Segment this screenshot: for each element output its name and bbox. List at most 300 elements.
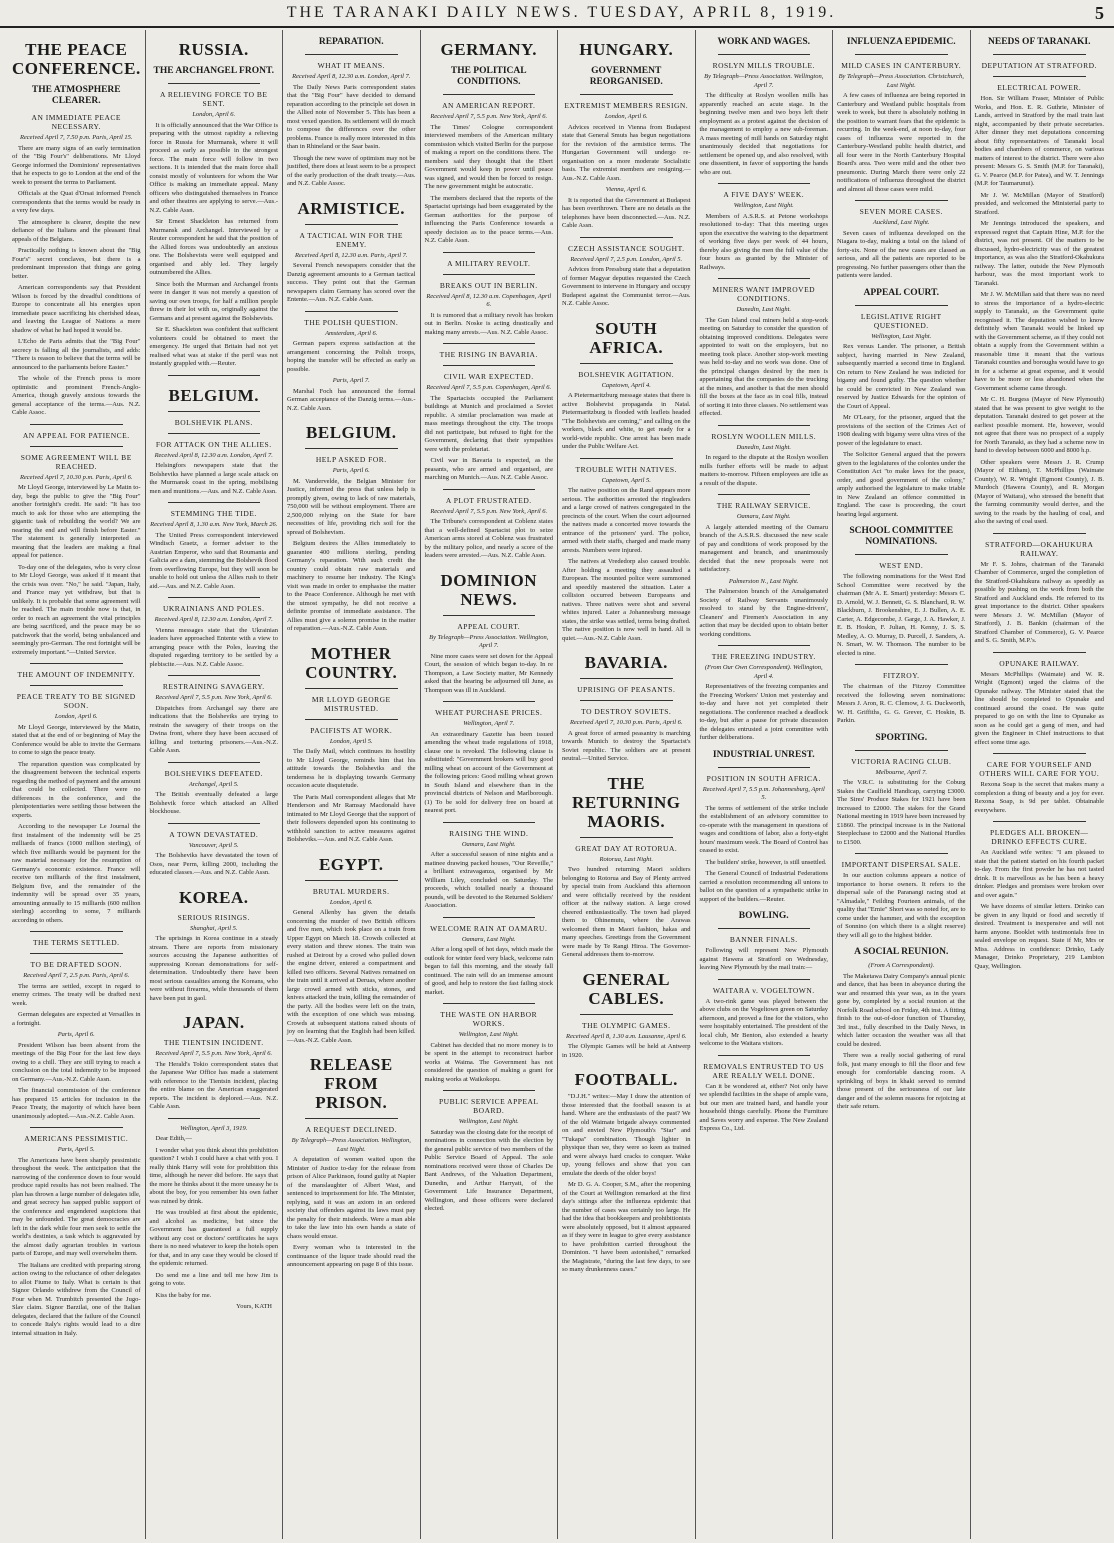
column-rule <box>443 917 536 918</box>
column-rule <box>993 533 1087 534</box>
paragraph: The members declared that the reports of the Spartacist uprisings had been exaggerated by the German authorities for the purpose of influencing the Paris Conference towards a speedy decision as to the peace terms.—Aus. N.Z. Cable Assn. <box>424 194 553 244</box>
paragraph: It is rumored that a military revolt has broken out in Berlin. Noske is acting drastically and making many arrests.—Aus. N.Z. Cable Assoc. <box>424 311 553 336</box>
subheading: THE POLISH QUESTION. <box>304 317 399 327</box>
paragraph: A two-rink game was played between the above clubs on the Vogeltown green on Saturday afternoon, and proved a fine for the visitors, who were hospitably entertained. The president of the local club, Mr Benton, also extended a hearty welcome to the Waitara visitors. <box>699 997 828 1047</box>
column-rule <box>580 837 673 838</box>
column-rule <box>443 94 536 95</box>
subheading: ROSLYN WOOLLEN MILLS. <box>711 431 817 441</box>
paragraph: Marshal Foch has announced the formal German acceptance of the Danzig terms.—Aus.-N.Z. Cable Assn. <box>287 387 416 412</box>
subheading: FOR ATTACK ON THE ALLIES. <box>155 439 272 449</box>
column-rule <box>305 311 398 312</box>
paragraph: The terms are settled, except in regard to enemy crimes. The treaty will be drafted next week. <box>12 982 141 1007</box>
subheading: CARE FOR YOURSELF AND OTHERS WILL CARE FOR YOU. <box>979 760 1100 778</box>
paragraph: Cabinet has decided that no more money is to be spent in the attempt to reconstruct harbor works at Waima. The Government has not considered the question of making a grant for making works at Waikokopu. <box>424 1041 553 1083</box>
paragraph: The builders' strike, however, is still unsettled. <box>705 858 827 866</box>
paragraph: The Spartacists occupied the Parliament buildings at Munich and proclaimed a Soviet republic. A similar proclamation was made at mass meetings throughout the city. The troops did not participate, but refused to fight for the Government, declaring that their sympathies were with the proletariat. <box>424 394 553 453</box>
subheading: PLEDGES ALL BROKEN—DRINKO EFFECTS CURE. <box>990 828 1089 846</box>
column-rule <box>30 953 123 954</box>
column-rule <box>305 1118 398 1119</box>
subheading: DEPUTATION AT STRATFORD. <box>981 61 1097 70</box>
dateline: Shanghai, April 5. <box>189 924 238 932</box>
dateline: Received April 7, 5.5 p.m. Copenhagen, April 6. <box>426 384 552 391</box>
paragraph: The native position on the Rand appears more serious. The authorities arrested the ringleaders and a large crowd of natives congregated in the precincts of the court. When the court adjourned the natives made a concerted move towards the entrance of the prisoners' yard. The police, armed with their staffs, charged and made many arrests. Numbers were injured. <box>562 487 691 554</box>
section-heading: A SOCIAL REUNION. <box>854 947 949 957</box>
dateline: Received April 7, 5.5 p.m. New York, April 6. <box>430 507 548 515</box>
subheading: BRUTAL MURDERS. <box>312 886 390 896</box>
subheading: WHAT IT MEANS. <box>317 61 385 70</box>
paragraph: Officials at the Quai d'Orsai informed French correspondents that the terms would be ready in a very few days. <box>12 190 141 214</box>
subheading: UKRAINIANS AND POLES. <box>162 604 265 613</box>
paragraph: The whole of the French press is more optimistic and prominent French-Anglo-America, though gravely anxious towards the general acceptance of the terms.—Aus. N.Z. Cable Assoc. <box>12 375 141 416</box>
subheading: PACIFISTS AT WORK. <box>310 725 393 735</box>
column-rule <box>30 446 123 447</box>
paragraph: Two hundred returning Maori soldiers belonging to Rotorua and Bay of Plenty arrived by special train from Auckland this afternoon and were officially received by the resident officer at the railway station. A large crowd cheered enthusiastically. The town had played them to Ohinemutu, where the Arawas welcomed them in Maori fashion, hakas and many speeches. Greetings from the Government were made by Te Rangi Hiroa. The Governor-General addresses them to-morrow. <box>562 866 691 958</box>
paragraph: Mr O'Leary, for the prisoner, argued that the provisions of the section of the Crimes Act of 1908 dealing with bigamy were ultra vires of the power of the legislature to enact. <box>837 414 966 447</box>
paragraph: The reparation question was complicated by the disagreement between the technical experts regarding the method of payment and the amount that could be collected. There were no differences in the conference, and the plenipotentiaries were settling those between the experts. <box>12 760 141 819</box>
dateline: Received April 8, 12.30 a.m. London, April 7. <box>154 616 273 623</box>
paragraph: The Italians are credited with preparing strong action owing to the reluctance of other delegates to allot Fiume to Italy. What is certain is that Signor Orlando withdrew from the Council of Four when M. Trumbitch presented the Jugo-Slav claim. Signor Barzilai, one of the Italian delegates, declared that the failure of the Council to concede Italy's rights would lead to a dire internal situation in Italy. <box>12 1261 141 1337</box>
paragraph: Several French newspapers consider that the Danzig agreement amounts to a German tactical success. They point out that the German newspapers claim Germany has scored over the Entente.—Aus. N.Z. Cable Assn. <box>287 262 416 303</box>
paragraph: He was troubled at first about the epidemic, and alcohol as medicine, but since the Government has guaranteed a full supply without any cost or doctors' certificates he says there is no need whatever to keep the hotels open for that, and in any case they would be closed if the epidemic returned. <box>149 1209 278 1267</box>
paragraph: Mr C. H. Burgess (Mayor of New Plymouth) stated that he was present to give weight to the deputation. Taranaki desired to get power at the earliest possible moment. He, however, would not agree that there was no prospect of a supply for North Taranaki, as they had a scheme now in hand to develop between 6000 and 8000 h.p. <box>974 396 1104 454</box>
dateline: Received April 8, 12.30 a.m. Copenhagen, April 6. <box>426 292 552 308</box>
paragraph: The Olympic Games will be held at Antwerp in 1920. <box>562 1043 691 1059</box>
column-rule <box>580 363 673 364</box>
paragraph: An Auckland wife writes: "I am pleased to state that the patient started on his fourth packet to-day. From the first powder he has not tasted drink. It is marvellous as he has been a heavy drinker. Pledges and promises were broken over and over again." <box>974 849 1104 899</box>
dateline: Auckland, Last Night. <box>872 219 930 226</box>
subheading: STEMMING THE TIDE. <box>170 509 257 518</box>
headline: ARMISTICE. <box>297 198 405 218</box>
paragraph: Belgium desires the Allies immediately to guarantee 400 millions sterling, pending Germany's reparation. With such credit the country could obtain raw materials and machinery to resume her industry. The King's visit was made in order to emphasise the matter to the Peace Conference. Although he met with the utmost sympathy, he did not receive a definite promise of immediate assistance. The Allies must give a solemn promise in the matter of reparation.—Aus.-N.Z. Cable Assn. <box>287 540 416 632</box>
column-6 <box>696 30 834 1539</box>
dateline: Received April 8, 12.30 a.m. London, April 7. <box>154 451 273 459</box>
column-rule <box>168 83 261 84</box>
paragraph: L'Echo de Paris admits that the "Big Four" secrecy is falling all the journalists, and adds: "There is reason to believe that the terms will be announced to the parliaments before Easter." <box>12 338 141 371</box>
subheading: WHEAT PURCHASE PRICES. <box>435 708 543 717</box>
dateline: Received April 7, 2.5 p.m. London, April 5. <box>570 255 683 263</box>
dateline: Palmerston N., Last Night. <box>728 577 799 585</box>
column-rule <box>30 931 123 932</box>
paragraph: After a successful season of nine nights and a matinee drawing packed houses, "Our Reveille," a brilliant extravaganza, organised by Mr William Liley, concluded on Saturday. The proceeds, which totalled nearly a thousand pounds, will be devoted to the Returned Soldiers' Association. <box>424 851 553 909</box>
subheading: BREAKS OUT IN BERLIN. <box>439 280 538 290</box>
paragraph: President Wilson has been absent from the meetings of the Big Four for the last few days owing to a chill. They are still trying to reach a conclusion on the total indemnity to be imposed on Germany.—Aus.-N.Z. Cable Assn. <box>12 1041 141 1083</box>
paragraph: The Daily News Paris correspondent states that the "Big Four" have decided to demand reparation according to the principle set down in the Allied note of November 5. This has been a most vexed question. Its settlement will do much to compose the differences over the other problems. France is really more interested in this than in Rhineland or the Saar basin. <box>287 83 416 150</box>
column-7 <box>833 30 971 1539</box>
paragraph: Mr J. W. McMillan said that there was no need to stress the importance of a hydro-electric supply to Taranaki, as the Government quite recognised it. The deputation wished to know definitely when Taranaki would be linked up with the Government scheme, as if they could not obtain a supply from the Government within a reasonable time it meant that the various Taranaki counties and boroughs would have to go in for a scheme at great expense, and it would have to be more or less abandoned when the Government scheme came through. <box>974 291 1104 392</box>
subheading: A PLOT FRUSTRATED. <box>445 495 532 505</box>
paragraph: Kiss the baby for me. <box>155 1291 212 1299</box>
dateline: Paris, April 6. <box>57 1031 95 1038</box>
subheading: POSITION IN SOUTH AFRICA. <box>706 773 821 783</box>
paragraph: After a long spell of hot days, which made the outlook for winter feed very black, welcome rain began to fall this morning, and the steady fall continued. The rain will do an immense amount of good, and help to restore the fast failing stock market. <box>424 946 553 996</box>
subheading: A TACTICAL WIN FOR THE ENEMY. <box>299 230 403 249</box>
subheading: THE FREEZING INDUSTRY. <box>711 652 816 661</box>
page-number: 5 <box>1095 2 1104 23</box>
paragraph: The terms of settlement of the strike include the establishment of an advisory committee to co-operate with the management in questions of wages and conditions of labor, also a forty-eight hours' maximum week. The Board of Control has ceased to exist. <box>699 804 829 854</box>
subheading: MINERS WANT IMPROVED CONDITIONS. <box>712 285 816 303</box>
column-rule <box>855 664 948 665</box>
subheading: BOLSHEVIK AGITATION. <box>578 369 675 379</box>
column-rule <box>580 678 673 679</box>
column-rule <box>855 750 948 751</box>
dateline: Paris, April 7. <box>332 377 370 384</box>
paragraph: In regard to the dispute at the Roslyn woollen mills further efforts will be made to adjust matters to-morrow. Fifteen employees are idle as a result of the dispute. <box>699 454 828 487</box>
subheading: IMPORTANT DISPERSAL SALE. <box>841 860 961 869</box>
dateline: By Telegraph—Press Association. Wellington, April 7. <box>429 633 549 649</box>
headline: GENERAL CABLES. <box>582 969 671 1008</box>
column-rule <box>30 685 123 686</box>
subheading: GREAT DAY AT ROTORUA. <box>575 843 678 853</box>
section-heading: NEEDS OF TARANAKI. <box>988 37 1091 47</box>
subheading: A TOWN DEVASTATED. <box>169 829 259 839</box>
paragraph: Saturday was the closing date for the receipt of nominations in connection with the election by the general public service of two members of the Public Service Board of Appeal. The sole nominations received were those of Charles De Bant Andrews, of the Valuation Department, Dunedin, and Arthur Harryatt, of the Government Life Insurance Department, Wellington, and those officers were declared elected. <box>424 1128 553 1212</box>
column-rule <box>718 767 811 768</box>
column-rule <box>443 343 536 344</box>
subheading: ROSLYN MILLS TROUBLE. <box>712 61 815 70</box>
paragraph: The financial commission of the conference has prepared 15 articles for inclusion in the Peace Treaty, the majority of which have been unanimously adopted.—Aus.-N.Z. Cable Assn. <box>12 1087 141 1120</box>
dateline: (From Our Own Correspondent). Wellington, April 4. <box>704 664 823 680</box>
column-rule <box>993 54 1087 55</box>
column-rule <box>443 489 536 490</box>
dateline: Oamaru, Last Night. <box>736 513 791 520</box>
subheading: HELP ASKED FOR. <box>315 455 387 464</box>
paragraph: The Gun Island coal miners held a stop-work meeting on Saturday to consider the question of obtaining improved conditions. Delegates were appointed to wait on the employers, but no meeting took place. Another stop-work meeting was held to-day and no work was done. One of the principal changes desired by the men is appertaining that the companies do the trucking at the mines, and another is that the men should fill the boxes at the face as in coal fills, instead of sorting it into three classes. No settlement was effected. <box>699 316 828 417</box>
dateline: Received April 7, 10.30 p.m. Paris, April 6. <box>569 719 683 726</box>
section-heading: APPEAL COURT. <box>863 287 939 298</box>
column-rule <box>855 853 948 854</box>
paragraph: A largely attended meeting of the Oamaru branch of the A.S.R.S. discussed the new scale of pay and conditions of work proposed by the management and branch, and unanimously decided that the new proposals were not satisfactory. <box>699 523 828 573</box>
column-rule <box>443 1003 536 1004</box>
headline: JAPAN. <box>182 1013 245 1032</box>
headline: BELGIUM. <box>168 385 259 405</box>
paragraph: The General Council of Industrial Federations carried a resolution recommending all unions to ballot on the question of a sympathetic strike in support of the builders.—Reuter. <box>699 870 828 903</box>
paragraph: The Paris Mail correspondent alleges that Mr Henderson and Mr Ramsay Macdonald have intimated to Mr Lloyd George that the support of their followers depended upon his continuing to withhold sanction to active measures against Bolsheviks.—Aus. and N.Z. Cable Assn. <box>287 793 416 843</box>
dateline: Wellington, Last Night. <box>733 202 794 209</box>
subheading: MR LLOYD GEORGE MISTRUSTED. <box>311 694 391 713</box>
subheading: SERIOUS RISINGS. <box>177 912 250 922</box>
paragraph: Since both the Murman and Archangel fronts were in danger it was not merely a question of saving our own troops, for half a million people threw in their lot with us, originally against the Germans and at present against the Bolshevists. <box>149 280 278 322</box>
subheading: STRATFORD—OKAHUKURA RAILWAY. <box>985 539 1094 558</box>
subheading: THE TERMS SETTLED. <box>32 938 120 947</box>
paragraph: It is officially announced that the War Office is preparing with the utmost rapidity a relieving force in Russia for Murmansk, where it will proceed as early as possible in the strongest force. The main force will follow in two sections. It is intended that the main force shall consist mostly of volunteers for whom the War Office is making an immediate appeal. Many officers who distinguished themselves in France and other theatres are applying to serve.—Aus.-N.Z. Cable Assn. <box>149 121 278 214</box>
column-rule <box>855 54 948 55</box>
dateline: Amsterdam, April 6. <box>325 329 378 337</box>
subheading: AMERICANS PESSIMISTIC. <box>24 1134 129 1143</box>
paragraph: Mr Lloyd George, interviewed by the Matin, stated that at the end of or beginning of May the Conference would be able to invite the Germans to come to sign the peace treaty. <box>12 723 141 756</box>
column-rule <box>718 494 811 495</box>
subheading: VICTORIA RACING CLUB. <box>851 756 952 766</box>
paragraph: Mr J. W. McMillan (Mayor of Stratford) presided, and welcomed the Ministerial party to Stratford. <box>974 191 1104 216</box>
paragraph: Mr F. S. Johns, chairman of the Taranaki Chamber of Commerce, urged the completion of the Stratford-Okahukura railway as speedily as possible by pushing on the work from both the Stratford and Auckland ends. He referred to its great importance to the district. Other speakers were Messrs J. W. McMillan (Mayor of Stratford), J. B. Bankin (chairman of the Stratford Chamber of Commerce), G. V. Pearce and S. G. Smith, M.P.'s. <box>974 560 1104 644</box>
column-rule <box>718 425 811 426</box>
paragraph: Representatives of the freezing companies and the Freezing Workers' Union met yesterday and to-day and have not yet completed their negotiations. The conference reached a deadlock to-day, but after a pause for private discussion the delegates entrusted a joint committee with further deliberations. <box>699 683 828 741</box>
paragraph: Hon. Sir William Fraser, Minister of Public Works, and Hon. E. R. Guthrie, Minister of Lands, arrived in Stratford by the mail train last night, accompanied by their private secretaries. After dinner they met deputations concerning about fifty representatives of Taranaki local bodies and chambers of commerce, on various matters of interest to the district. There were also present: Messrs G. S. Smith (M.P. for Taranaki), G. V. Pearce (M.P. for Patea), and W. T. Jennings (M.P. for Taumarunui). <box>974 95 1104 187</box>
column-rule <box>580 700 673 701</box>
column-rule <box>305 224 398 225</box>
paragraph: Advices from Pressburg state that a deputation of former Magyar deputies requested the Czech Government to intervene in Hungary and occupy Budapest against the Communist terror.—Aus. N.Z. Cable Assoc. <box>562 266 691 307</box>
column-rule <box>580 458 673 459</box>
section-heading: BOWLING. <box>738 911 789 921</box>
subheading: WELCOME RAIN AT OAMARU. <box>430 923 548 933</box>
paragraph: Dear Edith,— <box>155 1135 192 1142</box>
dateline: Received April 8, 12.30 a.m. Paris, April 7. <box>294 251 408 259</box>
paragraph: It is reported that the Government at Budapest has been overthrown. There are no details as the telephones have been disconnected.—Aus. N.Z. Cable Assn. <box>562 196 691 229</box>
paragraph: The uprisings in Korea continue in a steady stream. There are reports from missionary sources accusing the Japanese authorities of suppressing Korean demonstrations for self-determination. Undoubtedly there have been most serious casualties among the Koreans, who were without firearms, while thousands of them have been put in gaol. <box>149 935 278 1002</box>
column-rule <box>168 375 261 376</box>
column-rule <box>855 200 948 201</box>
paragraph: General Allenby has given the details concerning the murder of two British officers and five men, which took place on a train from Upper Egypt on March 18. Crowds collected at every station and threw stones. The train was rushed at Deirout by a crowd who pulled down the engine driver, entered a compartment and killed two officers. Several Natives remained on the train until it arrived at Deruas, where another large crowd armed with sticks, stones, and knives attacked the train, killing the remainder of the party. All the bodies were left on the train, with the exception of one which was missing. Crowds at subsequent stations raised shouts of joy on learning that the English had been killed.—Aus.-N.Z. Cable Assn. <box>287 909 416 1044</box>
section-heading: INFLUENZA EPIDEMIC. <box>846 37 956 47</box>
subheading: THE WASTE ON HARBOR WORKS. <box>440 1010 538 1028</box>
subheading: PEACE TREATY TO BE SIGNED SOON. <box>16 692 136 710</box>
subheading: CZECH ASSISTANCE SOUGHT. <box>568 243 685 253</box>
dateline: Received April 7, 2.5 p.m. Paris, April 6. <box>23 972 130 979</box>
dateline: Dunedin, Last Night. <box>736 443 792 451</box>
column-rule <box>168 597 261 598</box>
subheading: APPEAL COURT. <box>457 621 521 631</box>
paragraph: According to the newspaper Le Journal the first instalment of the indemnity will be 25 milliards of francs (1000 million sterling), of which five milliards would be payment for the raw material necessary for the resumption of Germany's economic existence. France will receive ten milliards of the first instalment, Belgium five, and the remainder of the indemnity will be spread over 35 years, amounting annually to 15 milliards (600 million sterling) according to some, 7 milliards according to others. <box>12 823 141 924</box>
section-heading: SCHOOL COMMITTEE NOMINATIONS. <box>849 526 954 547</box>
subheading: THE AMOUNT OF INDEMNITY. <box>17 670 136 679</box>
column-rule <box>580 237 673 238</box>
column-rule <box>855 554 948 555</box>
subheading: THE TIENTSIN INCIDENT. <box>163 1038 264 1047</box>
column-rule <box>718 979 811 980</box>
column-rule <box>443 701 536 702</box>
paragraph: The Palmerston branch of the Amalgamated Society of Railway Servants unanimously resolved to stand by the Engine-drivers', Cleaners' and Firemen's Association in any action that may be decided upon to obtain better working conditions. <box>699 588 828 638</box>
column-rule <box>993 76 1087 77</box>
subheading: REMOVALS ENTRUSTED TO US ARE REALLY WELL DONE. <box>703 1061 825 1080</box>
column-rule <box>718 645 811 646</box>
section-heading: GOVERNMENT REORGANISED. <box>589 66 663 87</box>
paragraph: Seven cases of influenza developed on the Niagara to-day, making a total on the island of forty-six. None of the new cases are classed as serious, and all the patients are reported to be progressing. No further passengers other than the patients were landed. <box>837 229 966 279</box>
masthead <box>0 0 1114 28</box>
dateline: Paris, April 5. <box>57 1146 95 1153</box>
dateline: Oamaru, Last Night. <box>461 840 516 848</box>
column-rule <box>580 1014 673 1015</box>
paragraph: The difficulty at Roslyn woollen mills has apparently reached an acute stage. In the beginning twelve men and two boys left their employment as a protest against the decision of the management to employ a new sub-foreman. A mass meeting of mill hands on Saturday night unanimously decided that negotiations for settlement be opened up, and also resolved, with one dissentient, in favor of supporting the hands who are out. <box>699 92 828 176</box>
dateline: London, April 6. <box>329 898 373 906</box>
headline: RUSSIA. <box>178 40 249 59</box>
column-rule <box>443 365 536 366</box>
paragraph: Mr Lloyd George, interviewed by Le Matin to-day, begs the public to give the "Big Four" another fortnight's credit. He said: "It has too much to ask for those who are attempting the gigantic task of rebuilding the world? We are nearing the end and will finish before Easter." The statement is generally interpreted as meaning that the leaders are making a final appeal for patience. <box>12 484 141 559</box>
subheading: EXTREMIST MEMBERS RESIGN. <box>564 101 689 110</box>
section-heading: WORK AND WAGES. <box>717 37 810 47</box>
dateline: London, April 5. <box>329 737 373 745</box>
paragraph: "D.J.H." writes:—May I draw the attention of those interested that the football season is at hand. Where are the enthusiasts of the past? We of the old Waimate brigade always commented on and envied New Plymouth's "Star" and "Tukapa" combination. Though lighter in physique than we, they were so keen as trained and were always hard cracks to conquer. Wake up, young fellows and show that you can emulate the deeds of the older boys! <box>562 1093 691 1177</box>
section-heading: THE ARCHANGEL FRONT. <box>153 66 274 76</box>
column-rule <box>305 448 398 449</box>
paragraph: Practically nothing is known about the "Big Four's" secret conclaves, but there is a predominant impression that things are going better. <box>12 247 141 280</box>
section-heading: SPORTING. <box>875 732 928 743</box>
paragraph: An extraordinary Gazette has been issued amending the wheat trade regulations of 1918, clause one is revoked. The following clause is substituted: "Government brokers will buy good milling wheat on account of the Government at the following prices: Good milling wheat grown in South Island and elsewhere than in the provincial districts of Nelson and Marlborough. (1) To be sold for delivery free on board at nearest port. <box>424 730 553 814</box>
paragraph: In our auction columns appears a notice of importance to horse owners. It refers to the dispersal sale of the Paranangi racing stud at "Almadale," Feilding Fourteen animals, of the quality that "Ernie" Short was so noted for, are to come under the hammer, and with the exception of Sonnino (on which there is a slight reserve) they will all go to the highest bidder. <box>837 872 966 939</box>
subheading: RAISING THE WIND. <box>449 828 529 838</box>
subheading: TO BE DRAFTED SOON. <box>30 960 122 969</box>
column-rule <box>718 183 811 184</box>
article-columns <box>8 30 1108 1539</box>
headline: EGYPT. <box>318 854 384 874</box>
paragraph: The atmosphere is clearer, despite the new defiance of the Italians and the pleasant final appeals of the Belgians. <box>12 218 141 243</box>
column-rule <box>168 762 261 763</box>
subheading: SOME AGREEMENT WILL BE REACHED. <box>20 452 132 471</box>
dateline: Wellington, Last Night. <box>458 1031 519 1038</box>
paragraph: Mr D. G. A. Cooper, S.M., after the reopening of the Court at Wellington remarked at the first day's sittings after the influenza epidemic that the number of cases was certainly too large. He had the idea that bookkeepers and prohibitionists were absolutely opposed, but it almost appeared as if they were in league to give every assistance to have prohibition carried throughout the Dominion. "I have been astonished," remarked the Magistrate, "during the last few days, to see so many drunkenness cases." <box>562 1181 691 1273</box>
column-rule <box>580 94 673 95</box>
column-rule <box>993 821 1087 822</box>
paragraph: I wonder what you think about this prohibition question? I wish I could have a chat with you. I really think Harry will vote for prohibition this time, although he never did before. He says that the more he thinks about it the more uneasy he is about the boy, for you remember his own father was ruined by drink. <box>149 1146 278 1205</box>
paragraph: Nine more cases were set down for the Appeal Court, the session of which began to-day. In re Thompson, a Law Society matter, Mr Kennedy asked that the hearing be adjourned till June, as Thompson was ill in Auckland. <box>424 652 553 694</box>
subheading: AN APPEAL FOR PATIENCE. <box>22 430 130 440</box>
paragraph: We have dozens of similar letters. Drinko can be given in any liquid or food and secretly if desired. Treatment is inexpensive and will not harm anyone. Booklet with testimonials free in sealed envelope on request. State if Mr, Mrs or Miss. Address in confidence: Drinko, Lady Manager, Drinko Proprietary, 219 Lambton Quay, Wellington. <box>974 903 1104 970</box>
subheading: A RELIEVING FORCE TO BE SENT. <box>160 90 268 108</box>
subheading: AN IMMEDIATE PEACE NECESSARY. <box>31 113 121 131</box>
paragraph: Advices received in Vienna from Budapest state that General Smuts has begun negotiations for the revision of the armistice terms. The Hungarian Government will undergo re-organisation on a more moderate Socialistic basis. The extremist members are resigning.—Aus.-N.Z. Cable Assn. <box>562 123 691 182</box>
paragraph: Members of A.S.R.S. at Petone workshops resolutioned to-day: That this meeting urges upon the executive the waiving to the department of working five days per week of 44 hours, thereby also giving the men the full value of the four hours as granted by the Minister of Railways. <box>699 212 828 271</box>
column-1 <box>8 30 146 1539</box>
paragraph: The following nominations for the West End School Committee were received by the chairman (Mr A. E. Smart) yesterday: Messrs C. D. Arnold, W. J. Bennett, G. S. Blanchard, R. W. Blackburn, J. Brookenshire, E. J. Bullen, A. E. Carter, A. Edgecombe, J. Garge, J. A. Hawker, J. E. B. Hoskin, F. Julian, H. Kenny, J. S. S. Medley, A. O. Murray, D. Purcell, J. Sanders, A. N. Smart, W. W. Thomson. The number to be elected is nine. <box>837 573 966 657</box>
headline: MOTHER COUNTRY. <box>305 643 398 682</box>
paragraph: German delegates are expected at Versailles in a fortnight. <box>12 1011 141 1027</box>
column-8 <box>971 30 1109 1539</box>
subheading: THE RISING IN BAVARIA. <box>439 350 538 359</box>
dateline: Dunedin, Last Night. <box>736 306 792 313</box>
headline: DOMINION NEWS. <box>440 570 538 609</box>
paragraph: Sir E. Shackleton was confident that sufficient volunteers could be obtained to meet the emergency. He urged that Britain had not yet realised what was at stake if the peril was not instantly grappled with.—Reuter. <box>149 326 278 367</box>
column-rule <box>993 753 1087 754</box>
headline: THE RETURNING MAORIS. <box>572 773 681 831</box>
paragraph: Can it be wondered at, either? Not only have we splendid facilities in the shape of ample vans, but our men are trained hard, and handle your household things carefully. Phone the Furniture and Saves worry and expense. The New Zealand Express Co., Ltd. <box>699 1082 828 1132</box>
subheading: THE OLYMPIC GAMES. <box>582 1020 671 1030</box>
dateline: London, April 6. <box>54 713 98 720</box>
subheading: BOLSHEVIK PLANS. <box>174 417 253 427</box>
paragraph: Other speakers were Messrs J. R. Crump (Mayor of Eltham), T. McPhillips (Waimate County), W. R. Wright (Egmont County), J. B. Murdoch (Hawera County), and R. Morgan (Mayor of Waitara), who stressed the benefit that the farming community would derive, and the saving to the roads by the hauling of coal, and also the saving of coal used. <box>974 458 1104 525</box>
column-2 <box>146 30 284 1539</box>
dateline: Capetown, April 5. <box>601 476 651 484</box>
dateline: Received April 7, 5.5 p.m. New York, April 6. <box>155 694 273 701</box>
dateline: Capetown, April 4. <box>601 381 651 389</box>
headline: THE PEACE CONFERENCE. <box>12 40 141 78</box>
column-rule <box>718 54 811 55</box>
dateline: Rotorua, Last Night. <box>599 855 653 863</box>
dateline: Archangel, April 5. <box>188 780 239 788</box>
dateline: Oamaru, Last Night. <box>461 935 516 943</box>
paragraph: The Daily Mail, which continues its hostility to Mr Lloyd George, reminds him that his attitude towards the Bolsheviks and the tenderness he is displaying towards Germany occasion acute disquietude. <box>287 748 416 789</box>
column-rule <box>168 1118 261 1119</box>
paragraph: The Herald's Tokio correspondent states that the Japanese War Office has made a statement with reference to the Tientsin incident, placing the entire blame on the American exaggerated reports. The incident is deplored.—Aus. N.Z. Cable Assn. <box>149 1060 278 1110</box>
section-heading: INDUSTRIAL UNREST. <box>712 749 815 760</box>
column-rule <box>305 880 398 881</box>
section-heading: THE POLITICAL CONDITIONS. <box>450 66 527 87</box>
dateline: London, April 6. <box>192 111 236 118</box>
paragraph: A great force of armed peasantry is marching towards Munich to destroy the Spartacist's Soviet republic. The soldiers are at present neutral.—United Service. <box>562 729 691 762</box>
column-rule <box>168 823 261 824</box>
dateline: Received April 7, 5.5 p.m. New York, April 6. <box>430 113 548 120</box>
subheading: FITZROY. <box>882 671 920 680</box>
section-heading: THE ATMOSPHERE CLEARER. <box>31 85 121 106</box>
dateline: Received April 7, 10.30 p.m. Paris, April 6. <box>19 473 133 481</box>
subheading: AN AMERICAN REPORT. <box>442 101 536 110</box>
headline: RELEASE FROM PRISON. <box>309 1055 393 1112</box>
subheading: MILD CASES IN CANTERBURY. <box>841 61 962 70</box>
paragraph: The United Press correspondent interviewed Windisch Graetz, a former adviser to the Austrian Emperor, who said that Roumania and Galicia are a dam, stemming the Bolshevik flood from overflowing Europe, but they will soon be unable to hold out unless the Allies rush to their aid.—Aus. and N.Z. Cable Assn. <box>149 531 278 590</box>
column-rule <box>30 663 123 664</box>
dateline: (From A Correspondent). <box>868 962 935 969</box>
column-4 <box>421 30 559 1539</box>
paragraph: A few cases of influenza are being reported in Canterbury and Westland public hospitals from week to week, but there is absolutely nothing in the position to warrant fears that the epidemic is recurring. In the week-end, at noon to-day, four cases of influenza were reported in the Canterbury-Westland public health district, and all four were in the North Canterbury Hospital Board's area. Two were mild and the other two pneumonic. During March there were only 22 notifications of influenza throughout the district and almost all those cases were mild. <box>837 92 966 193</box>
subheading: BANNER FINALS. <box>729 935 798 944</box>
paragraph: The Solicitor General argued that the powers given to the legislatures of the colonies under the Constitution Act "to make laws for the peace, order, and good government of the colony," amply authorised the legislature to make triable in New Zealand an offence committed in England. The case is proceeding, the court hearing legal argument. <box>837 451 966 518</box>
dateline: Wellington, Last Night. <box>458 1118 519 1125</box>
column-rule <box>168 411 261 412</box>
column-rule <box>443 615 536 616</box>
column-rule <box>718 1055 811 1056</box>
column-5 <box>558 30 696 1539</box>
column-rule <box>993 652 1087 653</box>
column-rule <box>305 719 398 720</box>
paragraph: Rex versus Lander. The prisoner, a British subject, having married in New Zealand, subsequently married a second time in England. On return to New Zealand he was indicted for bigamy and found guilty. The question whether he could be convicted in New Zealand was reserved by Justice Edwards for the opinion of the Court of Appeal. <box>837 343 966 410</box>
subheading: CIVIL WAR EXPECTED. <box>443 372 534 381</box>
column-rule <box>443 1090 536 1091</box>
paragraph: A deputation of women waited upon the Minister of Justice to-day for the release from prison of Alice Parkinson, found guilty at Napier of the manslaughter of Albert Wast, and sentenced to imprisonment for life. The Minister, replying, said it was an axiom in an ordered society that offenders against its laws must pay the penalty for their misdeeds. Were a man able to take the law into his own hands a state of chaos would ensue. <box>287 1156 416 1240</box>
paragraph: The natives at Vrededorp also caused trouble. After holding a meeting they assaulted a European. The mounted police were summoned and speedily mastered the situation. Later a collision occurred between Europeans and natives. Three natives were shot and several whites injured. Later a Johannesburg message states, the strike was settled, terms being drafted. The native position is now well in hand. All is quiet.—Aus.-N.Z. Cable Assn. <box>562 558 691 642</box>
dateline: Received April 7, 5.5 p.m. Johannesburg, April 5. <box>702 785 825 801</box>
subheading: SEVEN MORE CASES. <box>859 207 943 216</box>
paragraph: Mr Jennings introduced the speakers, and expressed regret that Captain Hine, M.P. for the district, was not present. Of the matters to be discussed, hydro-electricity was of the greatest importance, as was also the Stratford-Okahukura railway. The latter, outside the New Plymouth harbour, was the most important work to Taranaki. <box>974 220 1104 287</box>
paragraph: The V.R.C. is substituting for the Coburg Stakes the Caulfield Handicap, carrying £3000. The Sires' Produce Stakes for 1921 have been increased to £2000. The stakes for the Grand National meeting in 1919 have been increased by £1860. The principal increase is in the National Steeplechase to £2000 and the National Hurdles to £1500. <box>837 779 966 846</box>
subheading: OPUNAKE RAILWAY. <box>999 658 1080 668</box>
paragraph: There are many signs of an early termination of the "Big Four's" deliberations. Mr Lloyd George informed the Dominions' representatives that he expects to go to London at the end of the week to present the terms to Parliament. <box>12 144 141 186</box>
section-heading: REPARATION. <box>318 37 384 47</box>
paragraph: A Pietermaritzburg message states that there is active Bolshevist propaganda in Natal. Pietermaritzburg is flooded with leaflets headed "The Bolshevists are coming," and calling on the workers, black and white, to get ready for a world-wide republic. One arrest has been made under the Public Welfare Act. <box>562 392 691 450</box>
column-rule <box>168 675 261 676</box>
subheading: THE RAILWAY SERVICE. <box>716 501 811 510</box>
column-rule <box>168 433 261 434</box>
paragraph: Messrs McPhillips (Waimate) and W. R. Wright (Egmont) urged the claims of the Opunake railway. The Minister stated that the line should be completed to Opunake and continued around the coast. He was quite prepared to go on with the line to Opunake as soon as he could get a gang of men, and had given the Engineer in Chief instructions to that effect some time ago. <box>974 670 1104 746</box>
headline: KOREA. <box>178 887 249 907</box>
paragraph: Following will represent New Plymouth against Hawera at Stratford on Wednesday, leaving New Plymouth by the mail train:— <box>699 947 828 971</box>
column-rule <box>855 305 948 306</box>
dateline: Paris, April 6. <box>332 467 370 474</box>
signature: Yours, KATH <box>236 1303 272 1310</box>
headline: GERMANY. <box>440 40 537 59</box>
paragraph: Do send me a line and tell me how Jim is going to vote. <box>149 1271 278 1287</box>
subheading: UPRISING OF PEASANTS. <box>577 685 676 694</box>
paragraph: The Tribune's correspondent at Coblenz states that a well-defined Spartacist plot to seize American arms stored at Coblenz was frustrated by the military police, and nearly a score of the leaders were arrested.—Aus. N.Z. Cable Assn. <box>424 518 553 559</box>
dateline: Wellington, Last Night. <box>871 332 932 340</box>
paragraph: The Bolsheviks have devastated the town of Osos, near Perm, killing 2000, including the educated classes.—Aus. and N.Z. Cable Assn. <box>149 852 278 876</box>
column-rule <box>443 274 536 275</box>
subheading: ELECTRICAL POWER. <box>997 83 1082 92</box>
paragraph: The chairman of the Fitzroy Committee received the following seven nominations: Messrs J. Aron, R. C. Clemow, J. G. Duckworth, W. H. Griffiths, G. G. Grever, C. Hoskin, B. Parkin. <box>837 683 966 724</box>
subheading: A REQUEST DECLINED. <box>305 1125 397 1134</box>
paragraph: The Times' Cologne correspondent interviewed members of the American military commission which visited Berlin for the purpose of making a report on the conditions there. The members said they thought that the Ebert Government would keep in power until peace was signed, and would then be forced to resign. The new government might be autocratic. <box>424 123 553 190</box>
dateline: Received April 8, 1.30 a.m. New York, March 26. <box>150 521 278 528</box>
paragraph: Every woman who is interested in the continuance of the liquor trade should read the announcement appearing on page 8 of this issue. <box>287 1244 416 1268</box>
dateline: By Telegraph—Press Association. Wellington, Last Night. <box>291 1137 411 1153</box>
paragraph: To-day one of the delegates, who is very close to Mr Lloyd George, was asked if it meant that the crisis was over. "No," he said. "Japan, Italy, and France may yet withdraw, but that is unlikely. It is probable that some agreement will be reached. The main trouble now is that, in order to reach an agreement the vital principles are being sacrificed, and the peace may be so patchwork that the world, being unbalanced and seemingly pro-German. The rest fortnight will be extremely important."—United Service. <box>12 563 141 656</box>
column-rule <box>443 252 536 253</box>
dateline: Wellington, April 7. <box>463 720 515 727</box>
dateline: By Telegraph—Press Association. Wellington, April 7. <box>704 73 824 89</box>
headline: HUNGARY. <box>579 40 674 59</box>
paragraph: German papers express satisfaction at the arrangement concerning the Polish troops, hoping the transfer will be effected as early as possible. <box>287 340 416 373</box>
column-rule <box>718 278 811 279</box>
subheading: LEGISLATIVE RIGHT QUESTIONED. <box>860 311 942 330</box>
paragraph: M. Vandervelde, the Belgian Minister for Justice, informed the press that unless help is promptly given, owing to lack of raw materials, 750,000 will be without employment. There are 2,500,000 relying on the State for bare necessities of life, providing rich soil for the spread of Bolshevism. <box>287 477 416 536</box>
dateline: Vancouver, April 5. <box>188 841 239 849</box>
paragraph: Sir Ernest Shackleton has returned from Murmansk and Archangel. Interviewed by a Reuter correspondent he said that the position of the Allied forces was undoubtedly an anxious one. The Bolshevists were well equipped and organised and ably led. They largely outnumbered the Allies. <box>149 218 278 276</box>
